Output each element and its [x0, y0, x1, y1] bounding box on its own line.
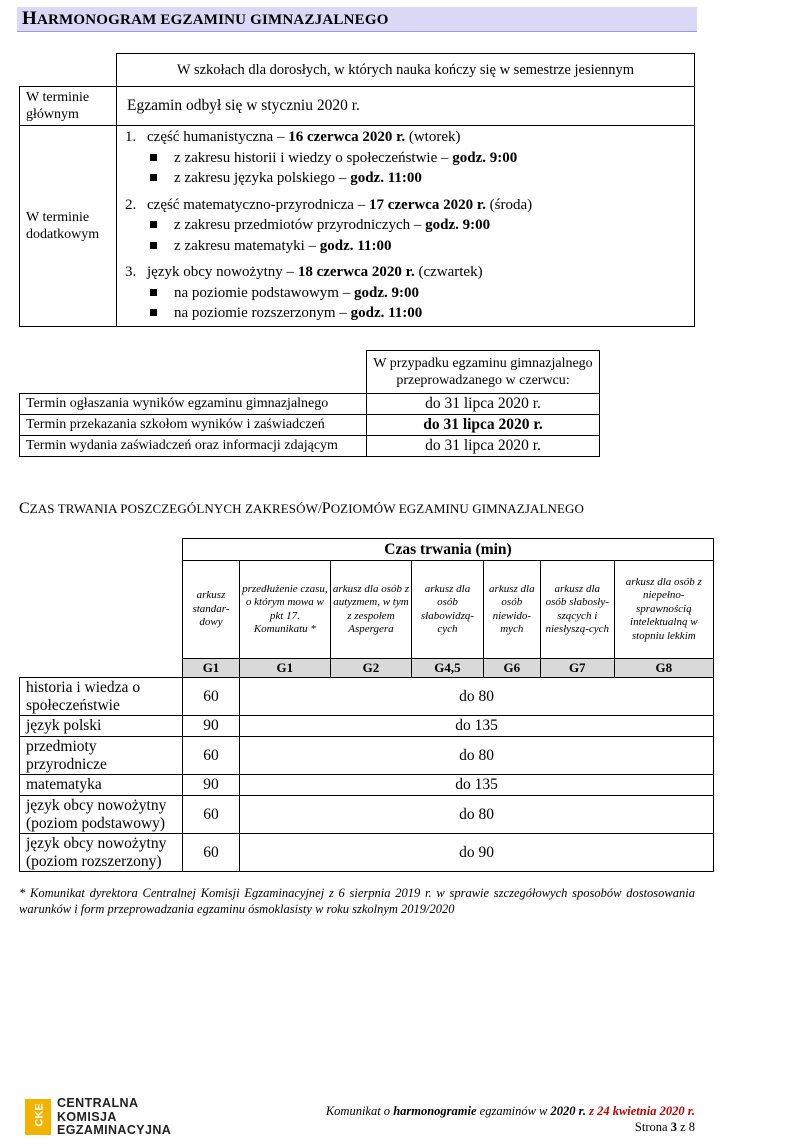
sheet-code: G4,5	[412, 659, 483, 678]
table-row: język obcy nowożytny (poziom podstawowy) 60 do 80	[20, 796, 714, 834]
table-row: Termin przekazania szkołom wyników i zaświadczeń do 31 lipca 2020 r.	[20, 415, 600, 436]
sheet-code: G1	[183, 659, 240, 678]
bullet-icon	[150, 221, 157, 228]
duration-table	[19, 538, 714, 872]
exam-part: 3. język obcy nowożytny – 18 czerwca 2020 r. (czwartek) na poziomie podstawowym – godz. 9:00 na poziomie rozszerzonym – godz. 11:00	[125, 262, 694, 324]
bullet-icon	[150, 154, 157, 161]
sheet-type: arkusz dla osób słabowidzą-cych	[412, 561, 483, 659]
table-row: historia i wiedza o społeczeństwie 60 do 80	[20, 678, 714, 716]
table-row: Termin wydania zaświadczeń oraz informacji zdającym do 31 lipca 2020 r.	[20, 436, 600, 457]
list-item: z zakresu matematyki – godz. 11:00	[125, 236, 694, 257]
sheet-type: arkusz dla osób niewido-mych	[483, 561, 540, 659]
empty-corner	[20, 54, 117, 87]
page-number: Strona 3 z 8	[634, 1120, 695, 1134]
schedule-table	[19, 53, 695, 327]
bullet-icon	[150, 174, 157, 181]
bullet-icon	[150, 242, 157, 249]
schedule-header: W szkołach dla dorosłych, w których nauka kończy się w semestrze jesiennym	[117, 54, 695, 87]
exam-date: 18 czerwca 2020 r.	[297, 264, 415, 280]
cke-logo-icon: CKE	[25, 1099, 51, 1135]
section-heading: CZAS TRWANIA POSZCZEGÓLNYCH ZAKRESÓW/POZIOMÓW EGZAMINU GIMNAZJALNEGO	[19, 500, 585, 517]
list-item: na poziomie podstawowym – godz. 9:00	[125, 283, 694, 304]
sheet-code: G6	[483, 659, 540, 678]
page-footer	[326, 1103, 695, 1135]
list-item: z zakresu historii i wiedzy o społeczeństwie – godz. 9:00	[125, 148, 694, 169]
footer-communique: Komunikat o harmonogramie egzaminów w 2020 r. z 24 kwietnia 2020 r.	[325, 1104, 695, 1118]
sheet-type: arkusz dla osób z autyzmem, w tym z zespołem Aspergera	[330, 561, 412, 659]
extra-term-list	[117, 126, 695, 327]
sheet-code: G8	[614, 659, 713, 678]
cke-logo	[25, 1097, 175, 1137]
list-item: z zakresu języka polskiego – godz. 11:00	[125, 168, 694, 189]
bullet-icon	[150, 309, 157, 316]
empty-corner	[20, 351, 367, 394]
list-item: z zakresu przedmiotów przyrodniczych – godz. 9:00	[125, 215, 694, 236]
table-row: język obcy nowożytny (poziom rozszerzony) 60 do 90	[20, 834, 714, 872]
sheet-type: przedłużenie czasu, o którym mowa w pkt 17. Komunikatu *	[240, 561, 331, 659]
results-header: W przypadku egzaminu gimnazjalnego przeprowadzanego w czerwcu:	[367, 351, 600, 394]
table-row: przedmioty przyrodnicze 60 do 80	[20, 737, 714, 775]
sheet-code: G7	[540, 659, 614, 678]
table-row: matematyka 90 do 135	[20, 775, 714, 796]
page-title: HARMONOGRAM EGZAMINU GIMNAZJALNEGO	[22, 8, 389, 29]
extra-term-label: W terminie dodatkowym	[20, 126, 117, 327]
table-row: Termin ogłaszania wyników egzaminu gimnazjalnego do 31 lipca 2020 r.	[20, 394, 600, 415]
footnote: * Komunikat dyrektora Centralnej Komisji Egzaminacyjnej z 6 sierpnia 2019 r. w sprawie szczegółowych sposobów dostosowania warunków i form przeprowadzania egzaminu ósmoklasisty w roku szkolnym 2019/2020	[19, 886, 695, 916]
exam-date: 16 czerwca 2020 r.	[288, 129, 406, 145]
main-term-value: Egzamin odbył się w styczniu 2020 r.	[117, 87, 695, 126]
empty-corner	[20, 539, 183, 678]
duration-header: Czas trwania (min)	[183, 539, 714, 561]
sheet-type: arkusz dla osób z niepełno-sprawnością intelektualną w stopniu lekkim	[614, 561, 713, 659]
table-row: język polski 90 do 135	[20, 716, 714, 737]
sheet-code: G1	[240, 659, 331, 678]
logo-text: CENTRALNA KOMISJA EGZAMINACYJNA	[57, 1096, 172, 1137]
bullet-icon	[150, 289, 157, 296]
sheet-type: arkusz standar-dowy	[183, 561, 240, 659]
main-term-label: W terminie głównym	[20, 87, 117, 126]
exam-part: 2. część matematyczno-przyrodnicza – 17 czerwca 2020 r. (środa) z zakresu przedmiotów przyrodniczych – godz. 9:00 z zakresu matematyki – godz. 11:00	[125, 195, 694, 257]
list-item: na poziomie rozszerzonym – godz. 11:00	[125, 303, 694, 324]
sheet-code: G2	[330, 659, 412, 678]
exam-date: 17 czerwca 2020 r.	[368, 196, 486, 213]
exam-part: 1. część humanistyczna – 16 czerwca 2020 r. (wtorek) z zakresu historii i wiedzy o społeczeństwie – godz. 9:00 z zakresu języka polskiego – godz. 11:00	[125, 127, 694, 189]
results-table	[19, 350, 600, 457]
sheet-type: arkusz dla osób słabosły-szących i niesłyszą-cych	[540, 561, 614, 659]
